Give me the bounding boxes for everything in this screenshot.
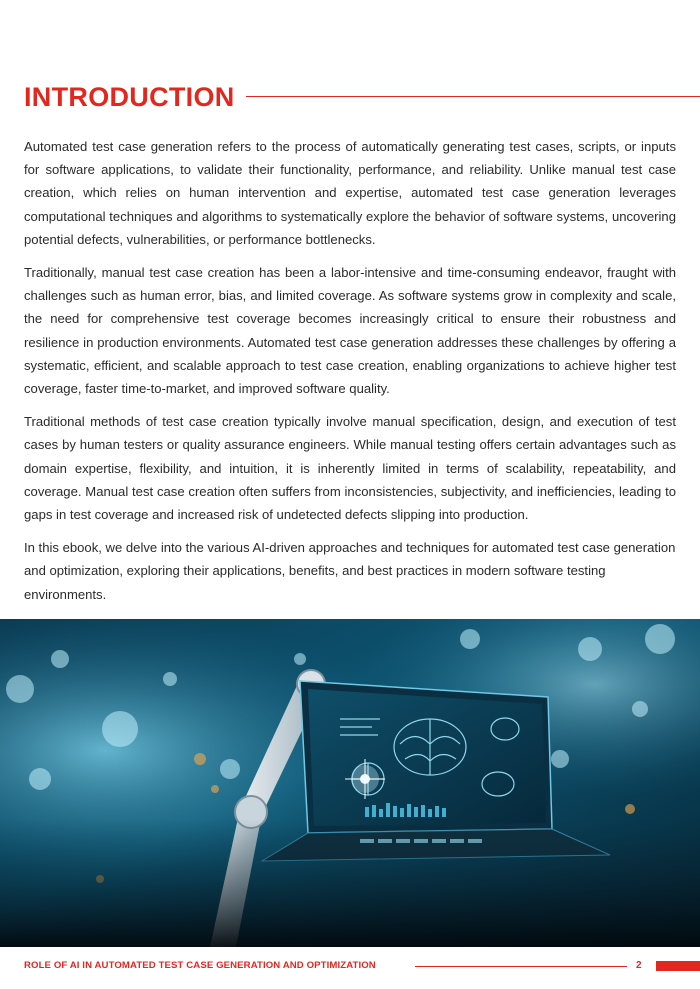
paragraph-2: Traditionally, manual test case creation has been a labor-intensive and time-consuming endeavor, fraught with challenges such as human error, bias, and limited coverage. As software systems grow in complexity and scale, the need for comprehensive test coverage becomes increasingly critical to ensure their robustness and resilience in production environments. Automated test case generation addresses these challenges by offering a systematic, efficient, and scalable approach to test case creation, enabling organizations to achieve higher test coverage, faster time-to-market, and improved software quality. <box>24 265 676 397</box>
paragraph-3: Traditional methods of test case creation typically involve manual specification, design, and execution of test cases by human testers or quality assurance engineers. While manual testing offers certain advantages such as domain expertise, flexibility, and intuition, it is inherently limited in terms of scalability, repeatability, and coverage. Manual test case creation often suffers from inconsistencies, subjectivity, and inefficiencies, leading to gaps in test coverage and increased risk of undetected defects slipping into production. <box>24 414 676 523</box>
footer-accent-bar <box>656 961 700 971</box>
paragraph-1: Automated test case generation refers to the process of automatically generating test cases, scripts, or inputs for software applications, to validate their functionality, performance, and reliability. Unlike manual test case creation, which relies on human intervention and expertise, automated test case generation leverages computational techniques and algorithms to systematically explore the behavior of software systems, uncovering potential defects, vulnerabilities, or performance bottlenecks. <box>24 139 676 247</box>
paragraph-4: In this ebook, we delve into the various AI-driven approaches and techniques for automated test case generation and optimization, exploring their applications, benefits, and best practices in modern software testing environments. <box>24 540 676 602</box>
robot-ai-illustration <box>0 619 700 947</box>
title-divider <box>246 96 700 97</box>
section-title: INTRODUCTION <box>24 82 235 112</box>
page-footer <box>0 952 700 982</box>
body-text <box>24 135 676 616</box>
footer-title: ROLE OF AI IN AUTOMATED TEST CASE GENERATION AND OPTIMIZATION <box>24 960 376 971</box>
footer-divider <box>415 966 627 967</box>
section-header <box>24 80 700 114</box>
page-number: 2 <box>636 960 642 971</box>
